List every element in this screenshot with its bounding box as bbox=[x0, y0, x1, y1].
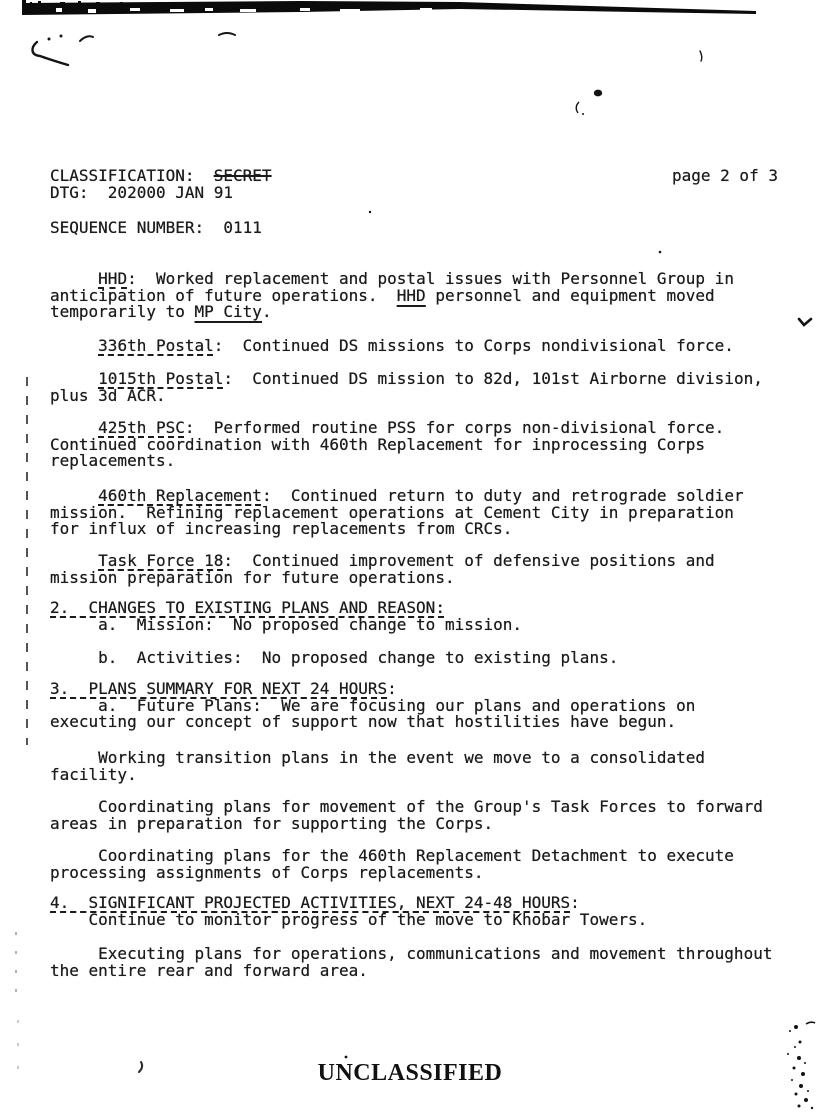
paragraph-coordinating-movement bbox=[50, 799, 832, 832]
underlined-text: 3. PLANS SUMMARY FOR NEXT 24 HOURS bbox=[50, 679, 388, 698]
underlined-text: HHD bbox=[98, 269, 128, 288]
text-segment: : Continued return to duty and retrograde soldier bbox=[261, 486, 744, 505]
text-segment: : bbox=[387, 679, 397, 698]
text-line bbox=[50, 750, 832, 767]
text-segment: a. Future Plans: We are focusing our plans and operations on bbox=[50, 695, 696, 715]
text-segment: plus 3d ACR. bbox=[50, 385, 166, 405]
text-line bbox=[50, 385, 832, 405]
paragraph-executing-plans bbox=[50, 946, 832, 979]
underlined-text: MP City bbox=[194, 302, 262, 321]
text-segment: facility. bbox=[50, 764, 137, 784]
text-line bbox=[50, 764, 832, 784]
top-redaction-bar-artifact bbox=[22, 0, 756, 15]
text-segment: : Continued improvement of defensive positions and bbox=[223, 551, 715, 570]
text-segment: : Continued DS mission to 82d, 101st Airborne division, bbox=[223, 369, 763, 388]
text-line bbox=[50, 614, 832, 634]
text-line bbox=[50, 453, 832, 470]
text-segment: personnel and equipment moved bbox=[425, 285, 715, 305]
underlined-text: 1015th Postal bbox=[98, 369, 224, 388]
text-segment: : bbox=[570, 893, 580, 912]
text-line bbox=[50, 182, 832, 202]
text-segment: . bbox=[261, 302, 272, 321]
text-segment: Coordinating plans for the 460th Replacement Detachment to execute bbox=[50, 846, 734, 865]
underlined-text: 425th PSC bbox=[98, 418, 185, 437]
text-line bbox=[50, 220, 832, 237]
section-2-changes bbox=[50, 600, 832, 666]
text-line bbox=[50, 521, 832, 538]
handwritten-scribble-artifact bbox=[32, 33, 701, 65]
text-line bbox=[50, 371, 832, 388]
text-segment bbox=[50, 336, 98, 355]
paragraph-460th-replacement bbox=[50, 488, 832, 538]
text-segment: CLASSIFICATION: bbox=[50, 166, 214, 185]
text-segment: mission preparation for future operations. bbox=[50, 567, 455, 587]
struck-classification-text: SECRET bbox=[213, 166, 272, 185]
text-segment: executing our concept of support now that hostilities have begun. bbox=[50, 712, 677, 731]
page-indicator: page 2 of 3 bbox=[672, 166, 778, 185]
text-line bbox=[50, 960, 832, 980]
classification-banner: UNCLASSIFIED bbox=[317, 1060, 503, 1086]
underlined-text: 460th Replacement bbox=[98, 486, 262, 505]
text-segment: Working transition plans in the event we move to a consolidated bbox=[50, 748, 706, 767]
text-segment: anticipation of future operations. bbox=[50, 285, 397, 305]
underlined-text: 4. SIGNIFICANT PROJECTED ACTIVITIES, NEXT 24-48 HOURS bbox=[50, 893, 571, 912]
text-line bbox=[50, 862, 832, 882]
underlined-text: HHD bbox=[396, 285, 426, 305]
underlined-text: 336th Postal bbox=[98, 336, 214, 355]
text-line bbox=[50, 813, 832, 833]
text-line bbox=[50, 647, 832, 667]
paragraph-hhd bbox=[50, 271, 832, 321]
text-line bbox=[50, 304, 832, 321]
text-segment: Coordinating plans for movement of the Group's Task Forces to forward bbox=[50, 797, 763, 816]
sequence-number-line bbox=[50, 220, 832, 237]
text-segment: temporarily to bbox=[50, 302, 195, 321]
underlined-text: Task Force 18 bbox=[98, 551, 224, 570]
section-3-plans-summary bbox=[50, 681, 832, 731]
paragraph-336th-postal bbox=[50, 338, 832, 355]
text-segment: Executing plans for operations, communications and movement throughout bbox=[50, 944, 773, 963]
paragraph-task-force-18 bbox=[50, 553, 832, 586]
text-segment: for influx of increasing replacements from CRCs. bbox=[50, 519, 513, 538]
text-segment: a. Mission: No proposed change to mission. bbox=[50, 614, 523, 634]
text-segment: SEQUENCE NUMBER: 0111 bbox=[50, 218, 262, 237]
paragraph-425th-psc bbox=[50, 420, 832, 470]
section-4-projected-activities bbox=[50, 895, 832, 928]
text-segment: Continued coordination with 460th Replacement for inprocessing Corps bbox=[50, 434, 706, 454]
text-segment: replacements. bbox=[50, 451, 176, 470]
text-segment: mission. Refining replacement operations at Cement City in preparation bbox=[50, 502, 734, 522]
text-segment: : Worked replacement and postal issues with Personnel Group in bbox=[127, 269, 734, 288]
text-segment: the entire rear and forward area. bbox=[50, 960, 368, 980]
text-segment: : Continued DS missions to Corps nondivisional force. bbox=[213, 336, 734, 355]
text-line bbox=[50, 567, 832, 587]
text-segment: b. Activities: No proposed change to existing plans. bbox=[50, 647, 619, 667]
text-segment: : Performed routine PSS for corps non-divisional force. bbox=[184, 418, 725, 437]
text-line bbox=[50, 338, 832, 355]
text-segment: areas in preparation for supporting the Corps. bbox=[50, 813, 494, 833]
text-line bbox=[50, 714, 832, 731]
text-segment: processing assignments of Corps replacements. bbox=[50, 862, 484, 882]
paragraph-coordinating-460th bbox=[50, 848, 832, 881]
text-segment: DTG: 202000 JAN 91 bbox=[50, 182, 234, 202]
text-line bbox=[50, 909, 832, 929]
paragraph-1015th-postal bbox=[50, 371, 832, 404]
paragraph-working-transition bbox=[50, 750, 832, 783]
text-segment: Continue to monitor progress of the move to Khobar Towers. bbox=[50, 909, 648, 929]
underlined-text: 2. CHANGES TO EXISTING PLANS AND REASON: bbox=[50, 598, 445, 617]
